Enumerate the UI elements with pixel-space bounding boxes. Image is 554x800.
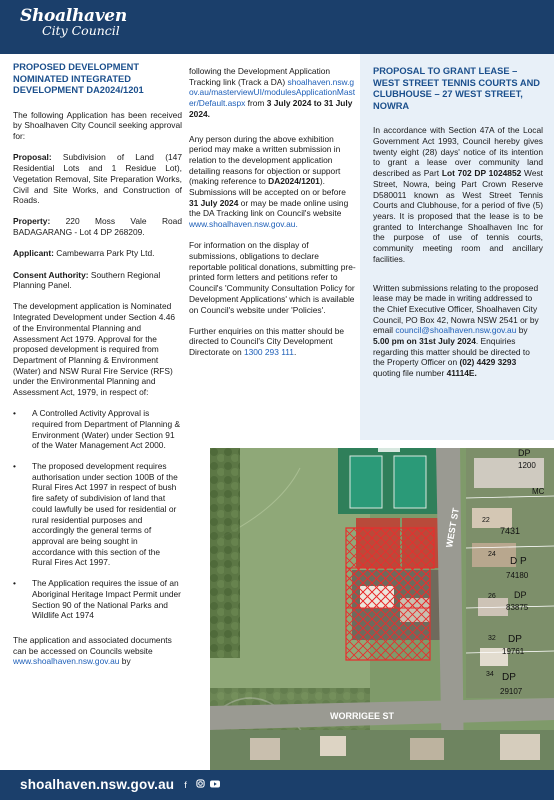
header-banner: [0, 0, 554, 54]
proposal-paragraph: [13, 152, 182, 206]
lease-text: In accordance with Section 47A of the Local Government Act 1993, Council hereby gives twenty eight (28) days' notice of its intention to grant a lease over community land described as Part: [373, 125, 543, 179]
lease-title: PROPOSAL TO GRANT LEASE – WEST STREET TENNIS COURTS AND CLUBHOUSE – 27 WEST STREET, NOWRA: [373, 66, 541, 111]
council-website-link[interactable]: www.shoalhaven.nsw.gov.au: [13, 656, 120, 667]
property-text: 220 Moss Vale Road BADAGARANG - Lot 4 DP 268209.: [13, 216, 182, 238]
file-number: 41114E.: [446, 368, 477, 379]
da-tracking-link[interactable]: shoalhaven.nsw.gov.au/masterviewUI/modulesApplicationMaster/Default.aspx: [189, 76, 356, 109]
closing-text: The application and associated documents can be accessed on Councils website: [13, 634, 172, 656]
nominated-paragraph: The development application is Nominated Integrated Development under Section 4.46 of the Environmental Planning and Assessment Act 1979. Approval for the proposed development is required from Department of Planning & Environment (Water) and NSW Rural Fire Service (RFS) under the Environmental Planning and Assessment Act, 1979, in respect of:: [13, 301, 176, 398]
exhibition-dates: 3 July 2024 to 31 July 2024.: [189, 98, 353, 119]
lot-label: 26: [488, 593, 496, 600]
lot-label: 74180: [506, 571, 529, 580]
lease-paragraph-2: [373, 283, 543, 379]
footer-website-link[interactable]: shoalhaven.nsw.gov.au: [20, 777, 175, 792]
lot-label: 34: [486, 671, 494, 678]
approval-list: [13, 408, 182, 621]
tracking-text-2: from: [245, 98, 267, 109]
applicant-text: Cambewarra Park Pty Ltd.: [53, 248, 155, 259]
enquiry-text-end: .: [293, 347, 297, 358]
phone-link[interactable]: 1300 293 111: [243, 347, 294, 358]
council-website-link[interactable]: www.shoalhaven.nsw.gov.au.: [189, 219, 298, 230]
submission-paragraph: [189, 134, 357, 230]
development-notice-column: [13, 62, 182, 678]
lot-label: DP: [508, 634, 522, 645]
applicant-paragraph: [13, 248, 182, 259]
lot-label: 32: [488, 635, 496, 642]
council-email-link[interactable]: council@shoalhaven.nsw.gov.au: [395, 325, 517, 336]
facebook-icon[interactable]: f: [184, 780, 187, 790]
lot-label: DP: [502, 672, 516, 683]
list-item: • The Application requires the issue of an Aboriginal Heritage Impact Permit under Section 90 of the National Parks and Wildlife Act 1974: [13, 578, 182, 621]
intro-paragraph: The following Application has been received by Shoalhaven City Council seeking approval for:: [13, 109, 182, 142]
list-item: • The proposed development requires authorisation under section 100B of the Rural Fires Act 1997 in respect of bush fire safety of subdivision of land that could lawfully be used for residential or rural residential purposes and accordingly the general terms of approval are being sought in accordance with this section of the Rural Fires Act 1997.: [13, 461, 182, 568]
logo-line-2: City Council: [42, 23, 120, 38]
council-logo[interactable]: [20, 6, 127, 38]
lot-label: 29107: [500, 687, 523, 696]
aerial-map: [210, 448, 554, 770]
property-label: Property:: [13, 216, 51, 227]
lot-label: MC: [532, 487, 545, 496]
lot-label: 19761: [502, 647, 525, 656]
da-reference: DA2024/1201: [268, 176, 320, 187]
youtube-icon[interactable]: [210, 780, 219, 789]
info-paragraph: For information on the display of submissions, obligations to declare reportable political donations, submitting pre-printed form letters and petitions refer to Council's 'Community Consultation Policy for Development Applications' which is available on Council's website under 'Policies'.: [189, 240, 356, 315]
instagram-icon[interactable]: [196, 779, 205, 788]
consent-text: Southern Regional Planning Panel.: [13, 269, 161, 291]
list-item: • A Controlled Activity Approval is required from Department of Planning & Environment (Water) under Section 91 of the Water Management Act 2000.: [13, 408, 182, 451]
lot-label: 7431: [500, 526, 521, 536]
lease-submission-text-3: . Enquiries regarding this matter should be directed to the Property Officer on: [373, 336, 530, 368]
submission-text-3: or may be made online using the DA Tracking link on Council's website: [189, 197, 349, 219]
closing-paragraph: [13, 635, 182, 667]
lease-deadline: 5.00 pm on 31st July 2024: [373, 336, 476, 347]
lot-label: 24: [488, 551, 496, 558]
proposal-label: Proposal:: [13, 152, 52, 163]
lot-label: 22: [482, 517, 490, 524]
lease-submission-text-4: quoting file number: [373, 368, 447, 379]
lease-notice-column: [373, 66, 543, 389]
development-title: PROPOSED DEVELOPMENT NOMINATED INTEGRATED DEVELOPMENT DA2024/1201: [13, 62, 144, 96]
lease-submission-text-2: by: [516, 325, 528, 336]
consent-label: Consent Authority:: [13, 269, 89, 280]
enquiry-paragraph: [189, 326, 357, 358]
lot-label: DP: [518, 448, 531, 458]
tracking-text: following the Development Application Tracking link (Track a DA): [189, 66, 331, 87]
submission-deadline: 31 July 2024: [189, 197, 239, 208]
lot-label: 1200: [518, 461, 536, 470]
social-icons: [181, 779, 222, 790]
lease-paragraph-1: [373, 125, 543, 264]
lot-label: D P: [510, 556, 527, 567]
proposal-text: Subdivision of Land (147 Residential Lots and 1 Residue Lot), Vegetation Removal, Site Preparation Works, Civil and Site Works, and Construction of Roads.: [13, 152, 182, 206]
submission-text: Any person during the above exhibition period may make a written submission in relation to the development application detailing reasons for objection or support (making reference to: [189, 133, 341, 187]
lot-reference: Lot 702 DP 1024852: [441, 168, 522, 179]
footer-banner: [0, 770, 554, 800]
street-label-worrigee: WORRIGEE ST: [330, 711, 395, 721]
logo-line-1: Shoalhaven: [20, 6, 127, 26]
submission-text-2: ). Submissions will be accepted on or before: [189, 176, 346, 198]
tracking-paragraph: [189, 66, 357, 120]
lease-text-2: West Street, Nowra, being Part Crown Reserve D580011 known as West Street Tennis Courts and Clubhouse, for a period of five (5) years. It is proposed that the lease is to be granted to Interchange Shoalhaven Inc for the purpose of use of tennis courts, community meeting room and ancillary facilities.: [373, 168, 543, 264]
lease-submission-text: Written submissions relating to the proposed lease may be made in writing addressed to the Chief Executive Officer, Shoalhaven City Council, PO Box 42, Nowra NSW 2541 or by email: [373, 282, 539, 336]
lot-label: 83875: [506, 603, 529, 612]
property-phone: (02) 4429 3293: [459, 357, 517, 368]
aerial-map-image: [210, 448, 554, 770]
closing-text-end: by: [119, 656, 131, 667]
property-paragraph: [13, 216, 182, 237]
enquiry-text: Further enquiries on this matter should be directed to Council's City Development Directorate on: [189, 325, 345, 358]
consent-paragraph: [13, 270, 182, 291]
applicant-label: Applicant:: [13, 248, 54, 259]
submission-column: [189, 66, 357, 368]
lot-label: DP: [514, 590, 527, 600]
street-label-west: WEST ST: [444, 507, 461, 549]
